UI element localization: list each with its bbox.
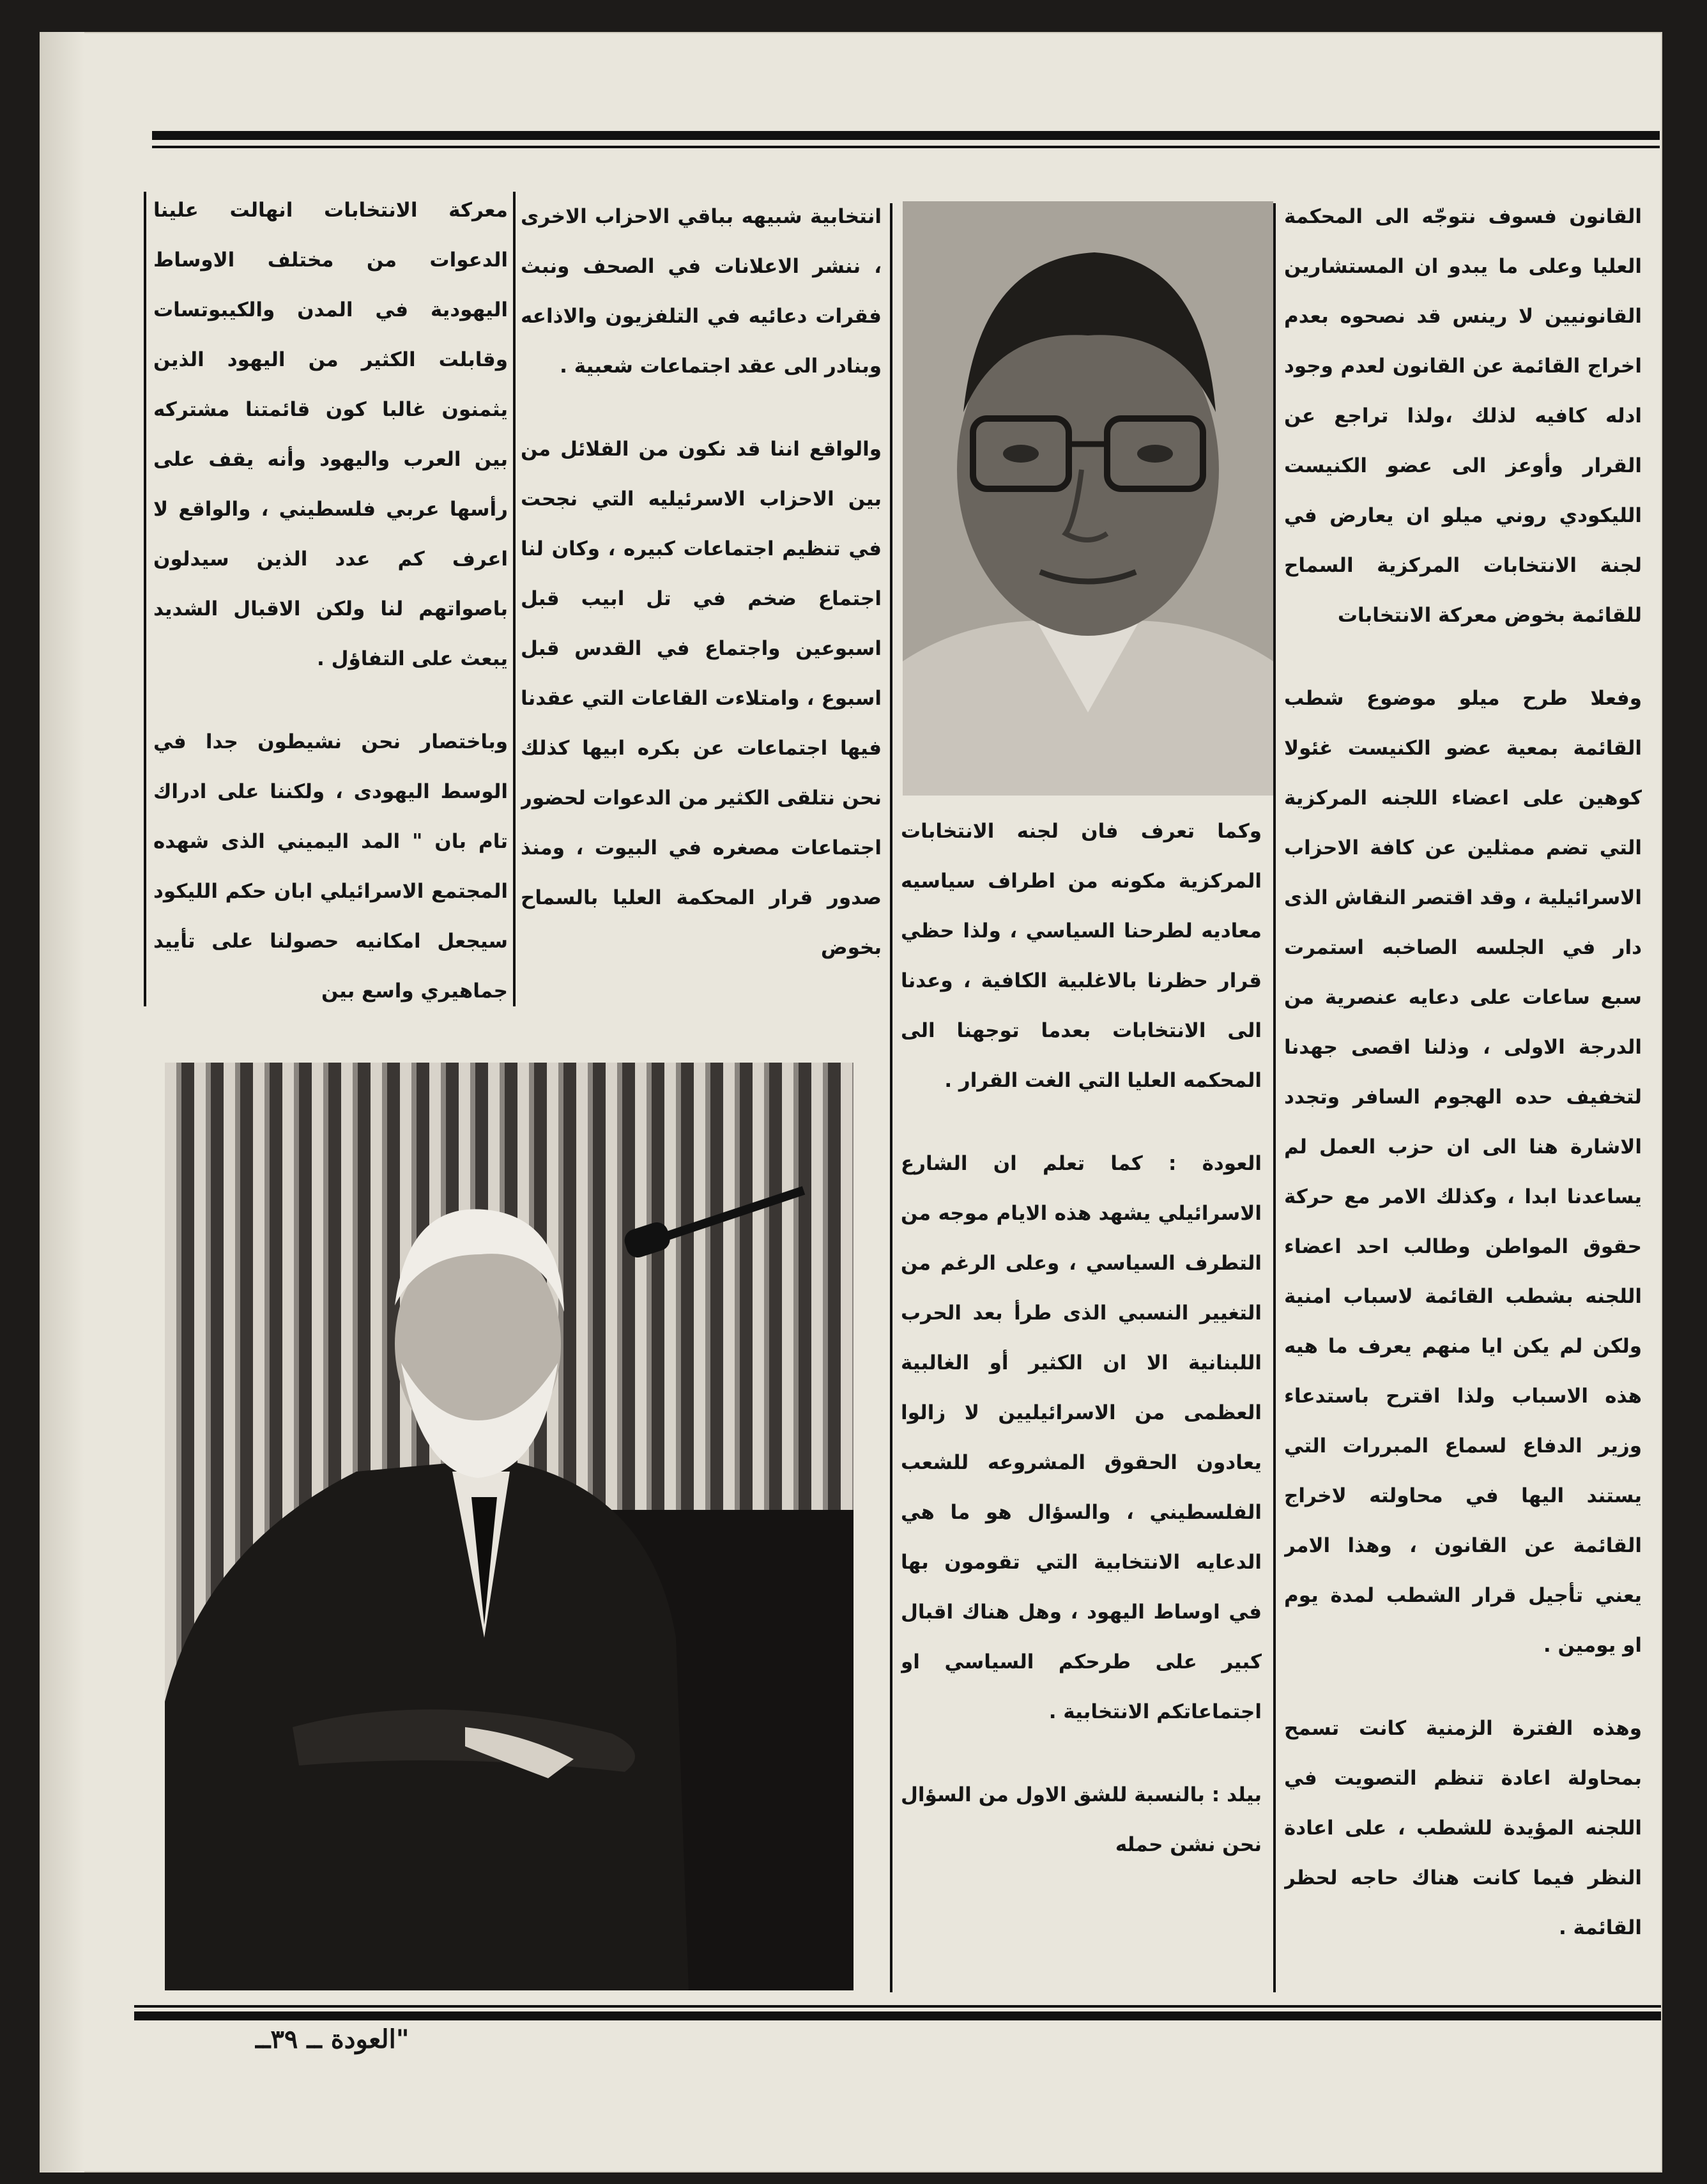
- column-1: [1284, 192, 1642, 2000]
- paragraph: معركة الانتخابات انهالت علينا الدعوات من مختلف الاوساط اليهودية في المدن والكيبوتسات وقابلت الكثير من اليهود الذين يثمنون غالبا كون قائمتنا مشتركه بين العرب واليهود وأنه يقف على رأسها عربي فلسطيني ، والواقع لا اعرف كم عدد الذين سيدلون باصواتهم لنا ولكن الاقبال الشديد يبعث على التفاؤل .: [153, 199, 508, 670]
- bottom-rule-thick: [134, 2011, 1661, 2020]
- column-divider: [1273, 203, 1276, 1992]
- paragraph: العودة : كما تعلم ان الشارع الاسرائيلي يشهد هذه الايام موجه من التطرف السياسي ، وعلى الرغم من التغيير النسبي الذى طرأ بعد الحرب اللبنانية الا ان الكثير أو الغالبية العظمى من الاسرائيليين لا زالوا يعادون الحقوق المشروعه للشعب الفلسطيني ، والسؤال هو ما هي الدعايه الانتخابية التي تقومون بها في اوساط اليهود ، وهل هناك اقبال كبير على طرحكم السياسي او اجتماعاتكم الانتخابية .: [901, 1152, 1262, 1723]
- column-4: [153, 185, 508, 1016]
- bottom-rule-thin: [134, 2005, 1661, 2008]
- column-2: [901, 806, 1262, 2001]
- paragraph: القانون فسوف نتوجّه الى المحكمة العليا وعلى ما يبدو ان المستشارين القانونيين لا رينس قد نصحوه بعدم اخراج القائمة عن القانون لعدم وجود ادله كافيه لذلك ،ولذا تراجع عن القرار وأوعز الى عضو الكنيست الليكودي روني ميلو ان يعارض في لجنة الانتخابات المركزية السماح للقائمة بخوض معركة الانتخابات: [1284, 205, 1642, 627]
- page-footer: "العودة ــ ٣٩ــ: [256, 2024, 410, 2054]
- column-divider: [144, 192, 146, 1006]
- column-3: [521, 192, 882, 1016]
- paragraph: بيلد : بالنسبة للشق الاول من السؤال نحن نشن حمله: [901, 1783, 1262, 1856]
- paragraph: انتخابية شبيهه بباقي الاحزاب الاخرى ، ننشر الاعلانات في الصحف ونبث فقرات دعائيه في التلفزيون والاذاعه وبنادر الى عقد اجتماعات شعبية .: [521, 205, 882, 378]
- paragraph: وباختصار نحن نشيطون جدا في الوسط اليهودى ، ولكننا على ادراك تام بان " المد اليميني الذى شهده المجتمع الاسرائيلي ابان حكم الليكود سيجعل امكانيه حصولنا على تأييد جماهيري واسع بين: [153, 730, 508, 1003]
- paragraph: والواقع اننا قد نكون من القلائل من بين الاحزاب الاسرئيليه التي نجحت في تنظيم اجتماعات كبيره ، وكان لنا اجتماع ضخم في تل ابيب قبل اسبوعين واجتماع في القدس قبل اسبوع ، وامتلاءت القاعات التي عقدنا فيها اجتماعات عن بكره ابيها كذلك نحن نتلقى الكثير من الدعوات لحضور اجتماعات مصغره في البيوت ، ومنذ صدور قرار المحكمة العليا بالسماح بخوض: [521, 438, 882, 959]
- top-rule-thick: [152, 131, 1660, 140]
- speaker-photo: [165, 1063, 854, 1990]
- top-rule-thin: [152, 146, 1660, 148]
- paragraph: وهذه الفترة الزمنية كانت تسمح بمحاولة اعادة تنظم التصويت في اللجنه المؤيدة للشطب ، على اعادة النظر فيما كانت هناك حاجه لحظر القائمة .: [1284, 1717, 1642, 1939]
- paragraph: وكما تعرف فان لجنه الانتخابات المركزية مكونه من اطراف سياسيه معاديه لطرحنا السياسي ، ولذا حظي قرار حظرنا بالاغلبية الكافية ، وعدنا الى الانتخابات بعدما توجهنا الى المحكمه العليا التي الغت القرار .: [901, 820, 1262, 1092]
- paragraph: وفعلا طرح ميلو موضوع شطب القائمة بمعية عضو الكنيست غئولا كوهين على اعضاء اللجنه المركزية التي تضم ممثلين عن كافة الاحزاب الاسرائيلية ، وقد اقتصر النقاش الذى دار في الجلسه الصاخبه استمرت سبع ساعات على دعايه عنصرية من الدرجة الاولى ، وذلنا اقصى جهدنا لتخفيف حده الهجوم السافر وتجدد الاشارة هنا الى ان حزب العمل لم يساعدنا ابدا ، وكذلك الامر مع حركة حقوق المواطن وطالب احد اعضاء اللجنه بشطب القائمة لاسباب امنية ولكن لم يكن ايا منهم يعرف ما هيه هذه الاسباب ولذا اقترح باستدعاء وزير الدفاع لسماع المبررات التي يستند اليها في محاولته لاخراج القائمة عن القانون ، وهذا الامر يعني تأجيل قرار الشطب لمدة يوم او يومين .: [1284, 687, 1642, 1657]
- column-divider: [513, 192, 516, 1006]
- portrait-photo: [903, 201, 1273, 796]
- column-divider: [890, 203, 892, 1992]
